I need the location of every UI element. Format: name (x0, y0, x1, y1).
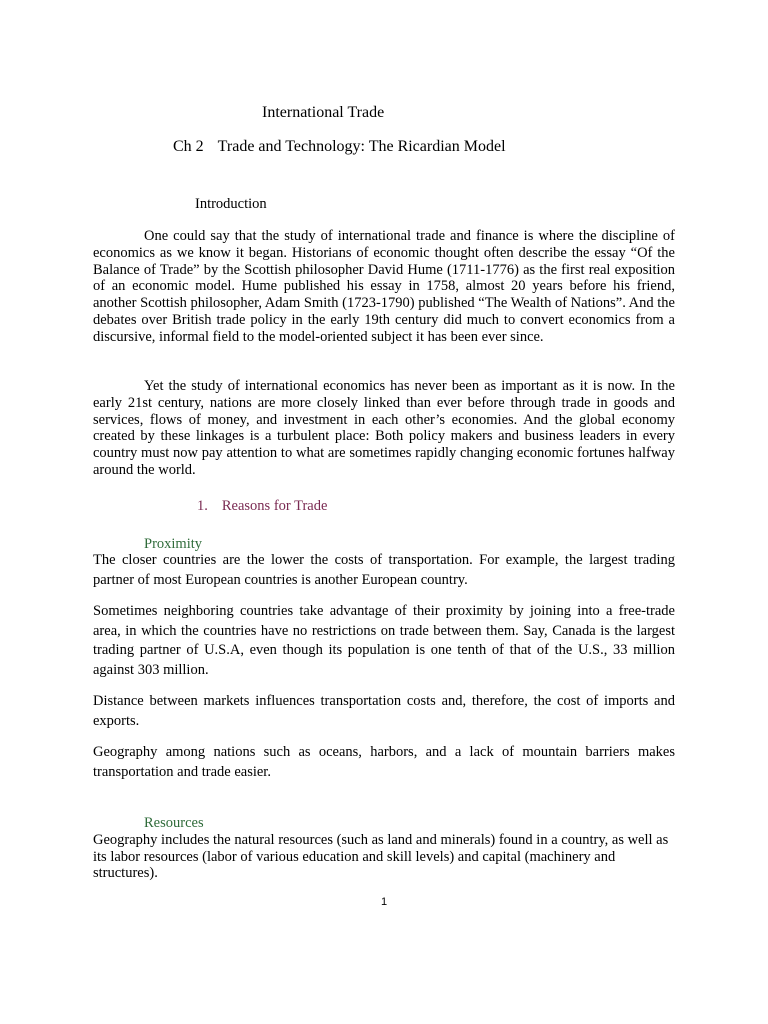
proximity-paragraph-3: Distance between markets influences transportation costs and, therefore, the cost of imports and exports. (93, 693, 675, 729)
chapter-heading (173, 138, 506, 156)
proximity-paragraph-1: The closer countries are the lower the costs of transportation. For example, the largest trading partner of most European countries is another European country. (93, 552, 675, 588)
proximity-paragraph-4: Geography among nations such as oceans, harbors, and a lack of mountain barriers makes transportation and trade easier. (93, 744, 675, 780)
section-heading-reasons-for-trade (197, 498, 327, 515)
document-title: International Trade (262, 104, 385, 121)
resources-paragraph-1: Geography includes the natural resources (such as land and minerals) found in a country, as well as its labor resources (labor of various education and skill levels) and capital (machinery and structures). (93, 832, 669, 881)
intro-paragraph-1: One could say that the study of international trade and finance is where the discipline of economics as we know it began. Historians of economic thought often describe the essay “Of the Balance of Trade” by the Scottish philosopher David Hume (1711-1776) as the first real exposition of an economic model. Hume published his essay in 1758, almost 20 years before his friend, another Scottish philosopher, Adam Smith (1723-1790) published “The Wealth of Nations”. And the debates over British trade policy in the early 19th century did much to convert economics from a discursive, informal field to the model-oriented subject it has been ever since. (93, 228, 675, 345)
section-title: Reasons for Trade (221, 498, 328, 514)
intro-paragraph-2: Yet the study of international economics has never been as important as it is now. In the early 21st century, nations are more closely linked than ever before through trade in goods and services, flows of money, and investment in each other’s economies. And the global economy created by these linkages is a turbulent place: Both policy makers and business leaders in every country must now pay attention to what are sometimes rapidly changing economic fortunes halfway around the world. (93, 378, 675, 478)
proximity-paragraph-2: Sometimes neighboring countries take advantage of their proximity by joining into a free-trade area, in which the countries have no restrictions on trade between them. Say, Canada is the largest trading partner of U.S.A, even though its population is one tenth of that of the U.S., 33 million against 303 million. (93, 603, 675, 678)
subheading-proximity: Proximity (144, 536, 203, 552)
chapter-number: Ch 2 (173, 138, 204, 155)
chapter-title: Trade and Technology: The Ricardian Model (217, 138, 506, 155)
introduction-heading: Introduction (195, 196, 267, 212)
page-number: 1 (380, 896, 388, 908)
section-number: 1. (197, 498, 208, 514)
subheading-resources: Resources (144, 815, 204, 831)
